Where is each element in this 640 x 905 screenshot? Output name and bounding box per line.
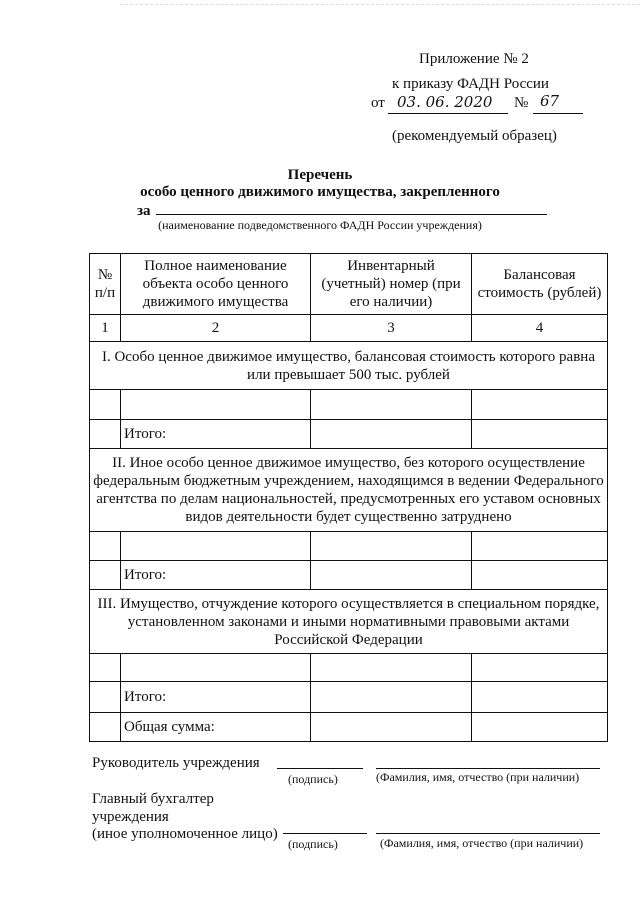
institution-name-line <box>156 214 547 215</box>
institution-caption: (наименование подведомственного ФАДН России учреждения) <box>158 218 482 232</box>
empty-cell <box>121 390 311 420</box>
empty-cell <box>311 390 472 420</box>
index-row <box>90 315 608 342</box>
header-value: Балансовая стоимость (рублей) <box>472 254 608 315</box>
index-cell: 1 <box>90 315 121 342</box>
accountant-line3: (иное уполномоченное лицо) <box>92 826 278 842</box>
head-label: Руководитель учреждения <box>92 755 260 771</box>
section3-empty-row <box>90 654 608 682</box>
header-inventory: Инвентарный (учетный) номер (при его наличии) <box>311 254 472 315</box>
empty-cell <box>311 682 472 713</box>
appendix-line2: к приказу ФАДН России <box>392 76 549 92</box>
appendix-date-prefix: от <box>371 95 385 111</box>
appendix-number-value: 67 <box>540 92 560 110</box>
section3-total-row <box>90 682 608 713</box>
appendix-date-value: 03. 06. 2020 <box>397 93 493 111</box>
document-subtitle: особо ценного движимого имущества, закрепленного <box>140 184 500 200</box>
head-fio-line <box>376 768 600 769</box>
index-cell: 4 <box>472 315 608 342</box>
accountant-line2: учреждения <box>92 809 169 825</box>
date-underline <box>388 113 508 114</box>
accountant-line1: Главный бухгалтер <box>92 791 214 807</box>
header-name: Полное наименование объекта особо ценного движимого имущества <box>121 254 311 315</box>
empty-cell <box>472 682 608 713</box>
empty-cell <box>311 420 472 449</box>
accountant-fio-line <box>376 833 600 834</box>
property-table <box>89 253 608 742</box>
grand-total-label: Общая сумма: <box>121 713 311 742</box>
empty-cell <box>472 420 608 449</box>
index-cell: 2 <box>121 315 311 342</box>
empty-cell <box>90 561 121 590</box>
head-signature-line <box>277 768 363 769</box>
sample-note: (рекомендуемый образец) <box>392 128 557 144</box>
empty-cell <box>90 420 121 449</box>
empty-cell <box>121 532 311 561</box>
empty-cell <box>311 532 472 561</box>
section2-total-row <box>90 561 608 590</box>
empty-cell <box>311 713 472 742</box>
empty-cell <box>90 532 121 561</box>
section2-empty-row <box>90 532 608 561</box>
index-cell: 3 <box>311 315 472 342</box>
section1-empty-row <box>90 390 608 420</box>
empty-cell <box>472 654 608 682</box>
section1-heading: I. Особо ценное движимое имущество, балансовая стоимость которого равна или превышает 500 тыс. рублей <box>90 342 608 390</box>
empty-cell <box>311 561 472 590</box>
accountant-fio-caption: (Фамилия, имя, отчество (при наличии) <box>380 836 584 850</box>
table-header-row <box>90 254 608 315</box>
header-num: № п/п <box>90 254 121 315</box>
head-fio-caption: (Фамилия, имя, отчество (при наличии) <box>376 770 580 784</box>
empty-cell <box>90 654 121 682</box>
section2-row <box>90 449 608 532</box>
number-underline <box>533 113 583 114</box>
empty-cell <box>472 532 608 561</box>
empty-cell <box>90 390 121 420</box>
section1-total-row <box>90 420 608 449</box>
scan-top-edge <box>120 4 640 5</box>
section3-row <box>90 590 608 654</box>
empty-cell <box>90 713 121 742</box>
empty-cell <box>121 654 311 682</box>
head-signature-caption: (подпись) <box>288 772 338 786</box>
accountant-signature-caption: (подпись) <box>288 837 338 851</box>
section3-heading: III. Имущество, отчуждение которого осуществляется в специальном порядке, установленном законами и иными нормативными правовыми актами Российской Федерации <box>90 590 608 654</box>
section3-total-label: Итого: <box>121 682 311 713</box>
section2-total-label: Итого: <box>121 561 311 590</box>
empty-cell <box>311 654 472 682</box>
empty-cell <box>472 713 608 742</box>
empty-cell <box>472 561 608 590</box>
appendix-number-prefix: № <box>514 95 529 111</box>
section1-total-label: Итого: <box>121 420 311 449</box>
empty-cell <box>90 682 121 713</box>
appendix-line1: Приложение № 2 <box>419 51 529 67</box>
grand-total-row <box>90 713 608 742</box>
document-title: Перечень <box>287 167 353 183</box>
section2-heading: II. Иное особо ценное движимое имущество, без которого осуществление федеральным бюджетным учреждением, находящимся в ведении Федерального агентства по делам национальностей, предусмотренных его уставом основных видов деятельности будет существенно затруднено <box>90 449 608 532</box>
for-prefix: за <box>137 203 151 219</box>
section1-row <box>90 342 608 390</box>
accountant-signature-line <box>283 833 367 834</box>
empty-cell <box>472 390 608 420</box>
